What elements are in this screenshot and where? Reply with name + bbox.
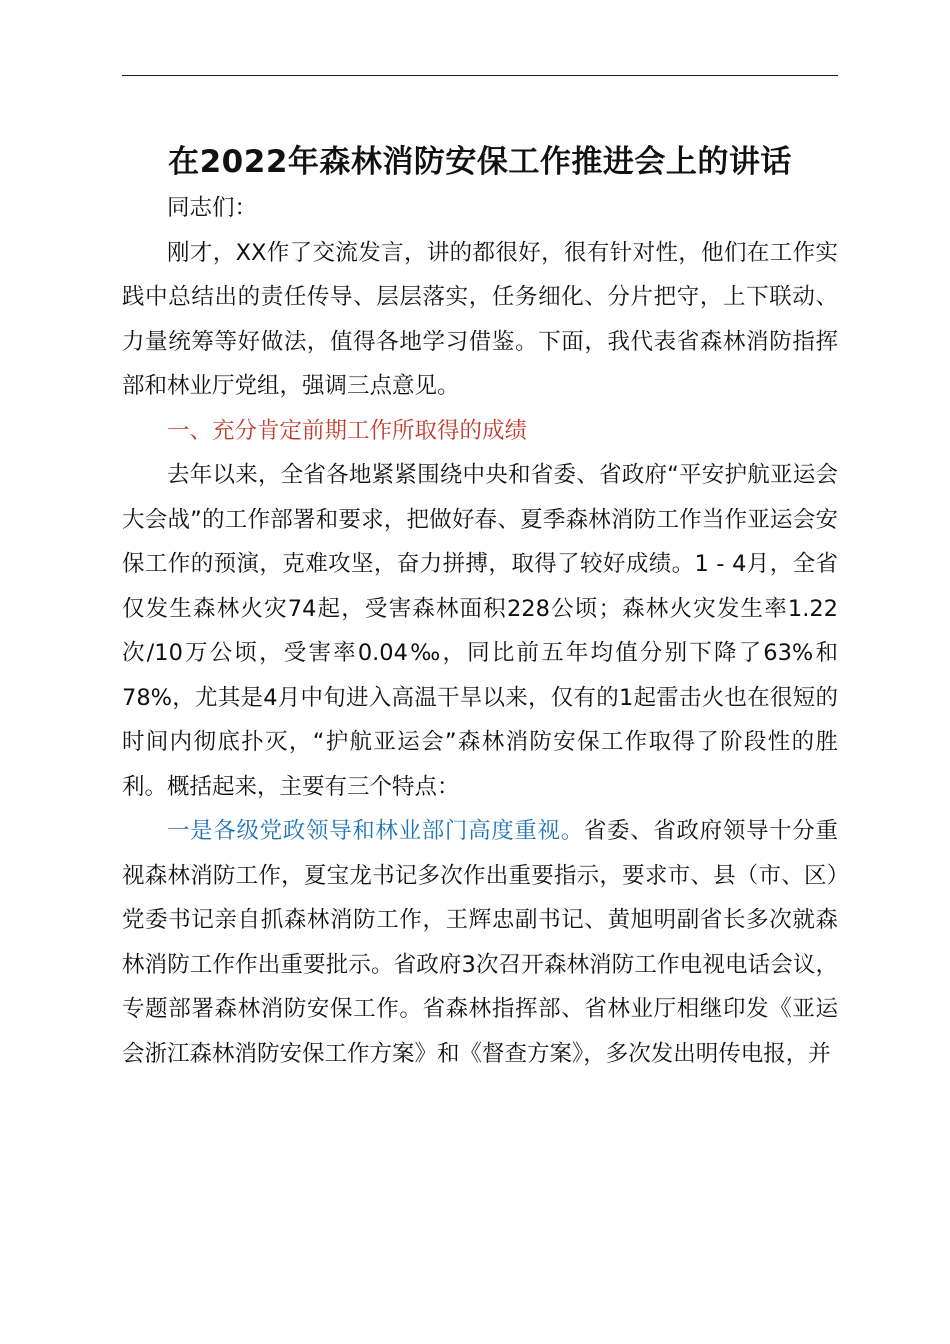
point-one-body: 省委、省政府领导十分重视森林消防工作，夏宝龙书记多次作出重要指示，要求市、县（市、区）党委书记亲自抓森林消防工作，王辉忠副书记、黄旭明副省长多次就森林消防工作作出重要批示。省政府3次召开森林消防工作电视电话会议，专题部署森林消防安保工作。省森林指挥部、省林业厅相继印发《亚运会浙江森林消防安保工作方案》和《督查方案》，多次发出明传电报，并 bbox=[122, 818, 838, 1067]
document-body bbox=[122, 186, 838, 1076]
section-one-heading: 一、充分肯定前期工作所取得的成绩 bbox=[167, 417, 528, 444]
header-rule bbox=[122, 75, 838, 76]
point-one-paragraph bbox=[122, 809, 838, 1076]
intro-paragraph: 刚才，XX作了交流发言，讲的都很好，很有针对性，他们在工作实践中总结出的责任传导、层层落实，任务细化、分片把守，上下联动、力量统筹等好做法，值得各地学习借鉴。下面，我代表省森林消防指挥部和林业厅党组，强调三点意见。 bbox=[122, 239, 838, 399]
salutation: 同志们： bbox=[167, 195, 258, 221]
section-one-paragraph: 去年以来，全省各地紧紧围绕中央和省委、省政府“平安护航亚运会大会战”的工作部署和要求，把做好春、夏季森林消防工作当作亚运会安保工作的预演，克难攻坚，奋力拼搏，取得了较好成绩。1 - 4月，全省仅发生森林火灾74起，受害森林面积228公顷；森林火灾发生率1.22次/10万公顷，受害率0.04‰，同比前五年均值分别下降了63%和78%，尤其是4月中旬进入高温干旱以来，仅有的1起雷击火也在很短的时间内彻底扑灭，“护航亚运会”森林消防安保工作取得了阶段性的胜利。概括起来，主要有三个特点： bbox=[122, 462, 838, 800]
page-title: 在2022年森林消防安保工作推进会上的讲话 bbox=[168, 144, 792, 180]
point-one-lead: 一是各级党政领导和林业部门高度重视。 bbox=[167, 818, 584, 844]
